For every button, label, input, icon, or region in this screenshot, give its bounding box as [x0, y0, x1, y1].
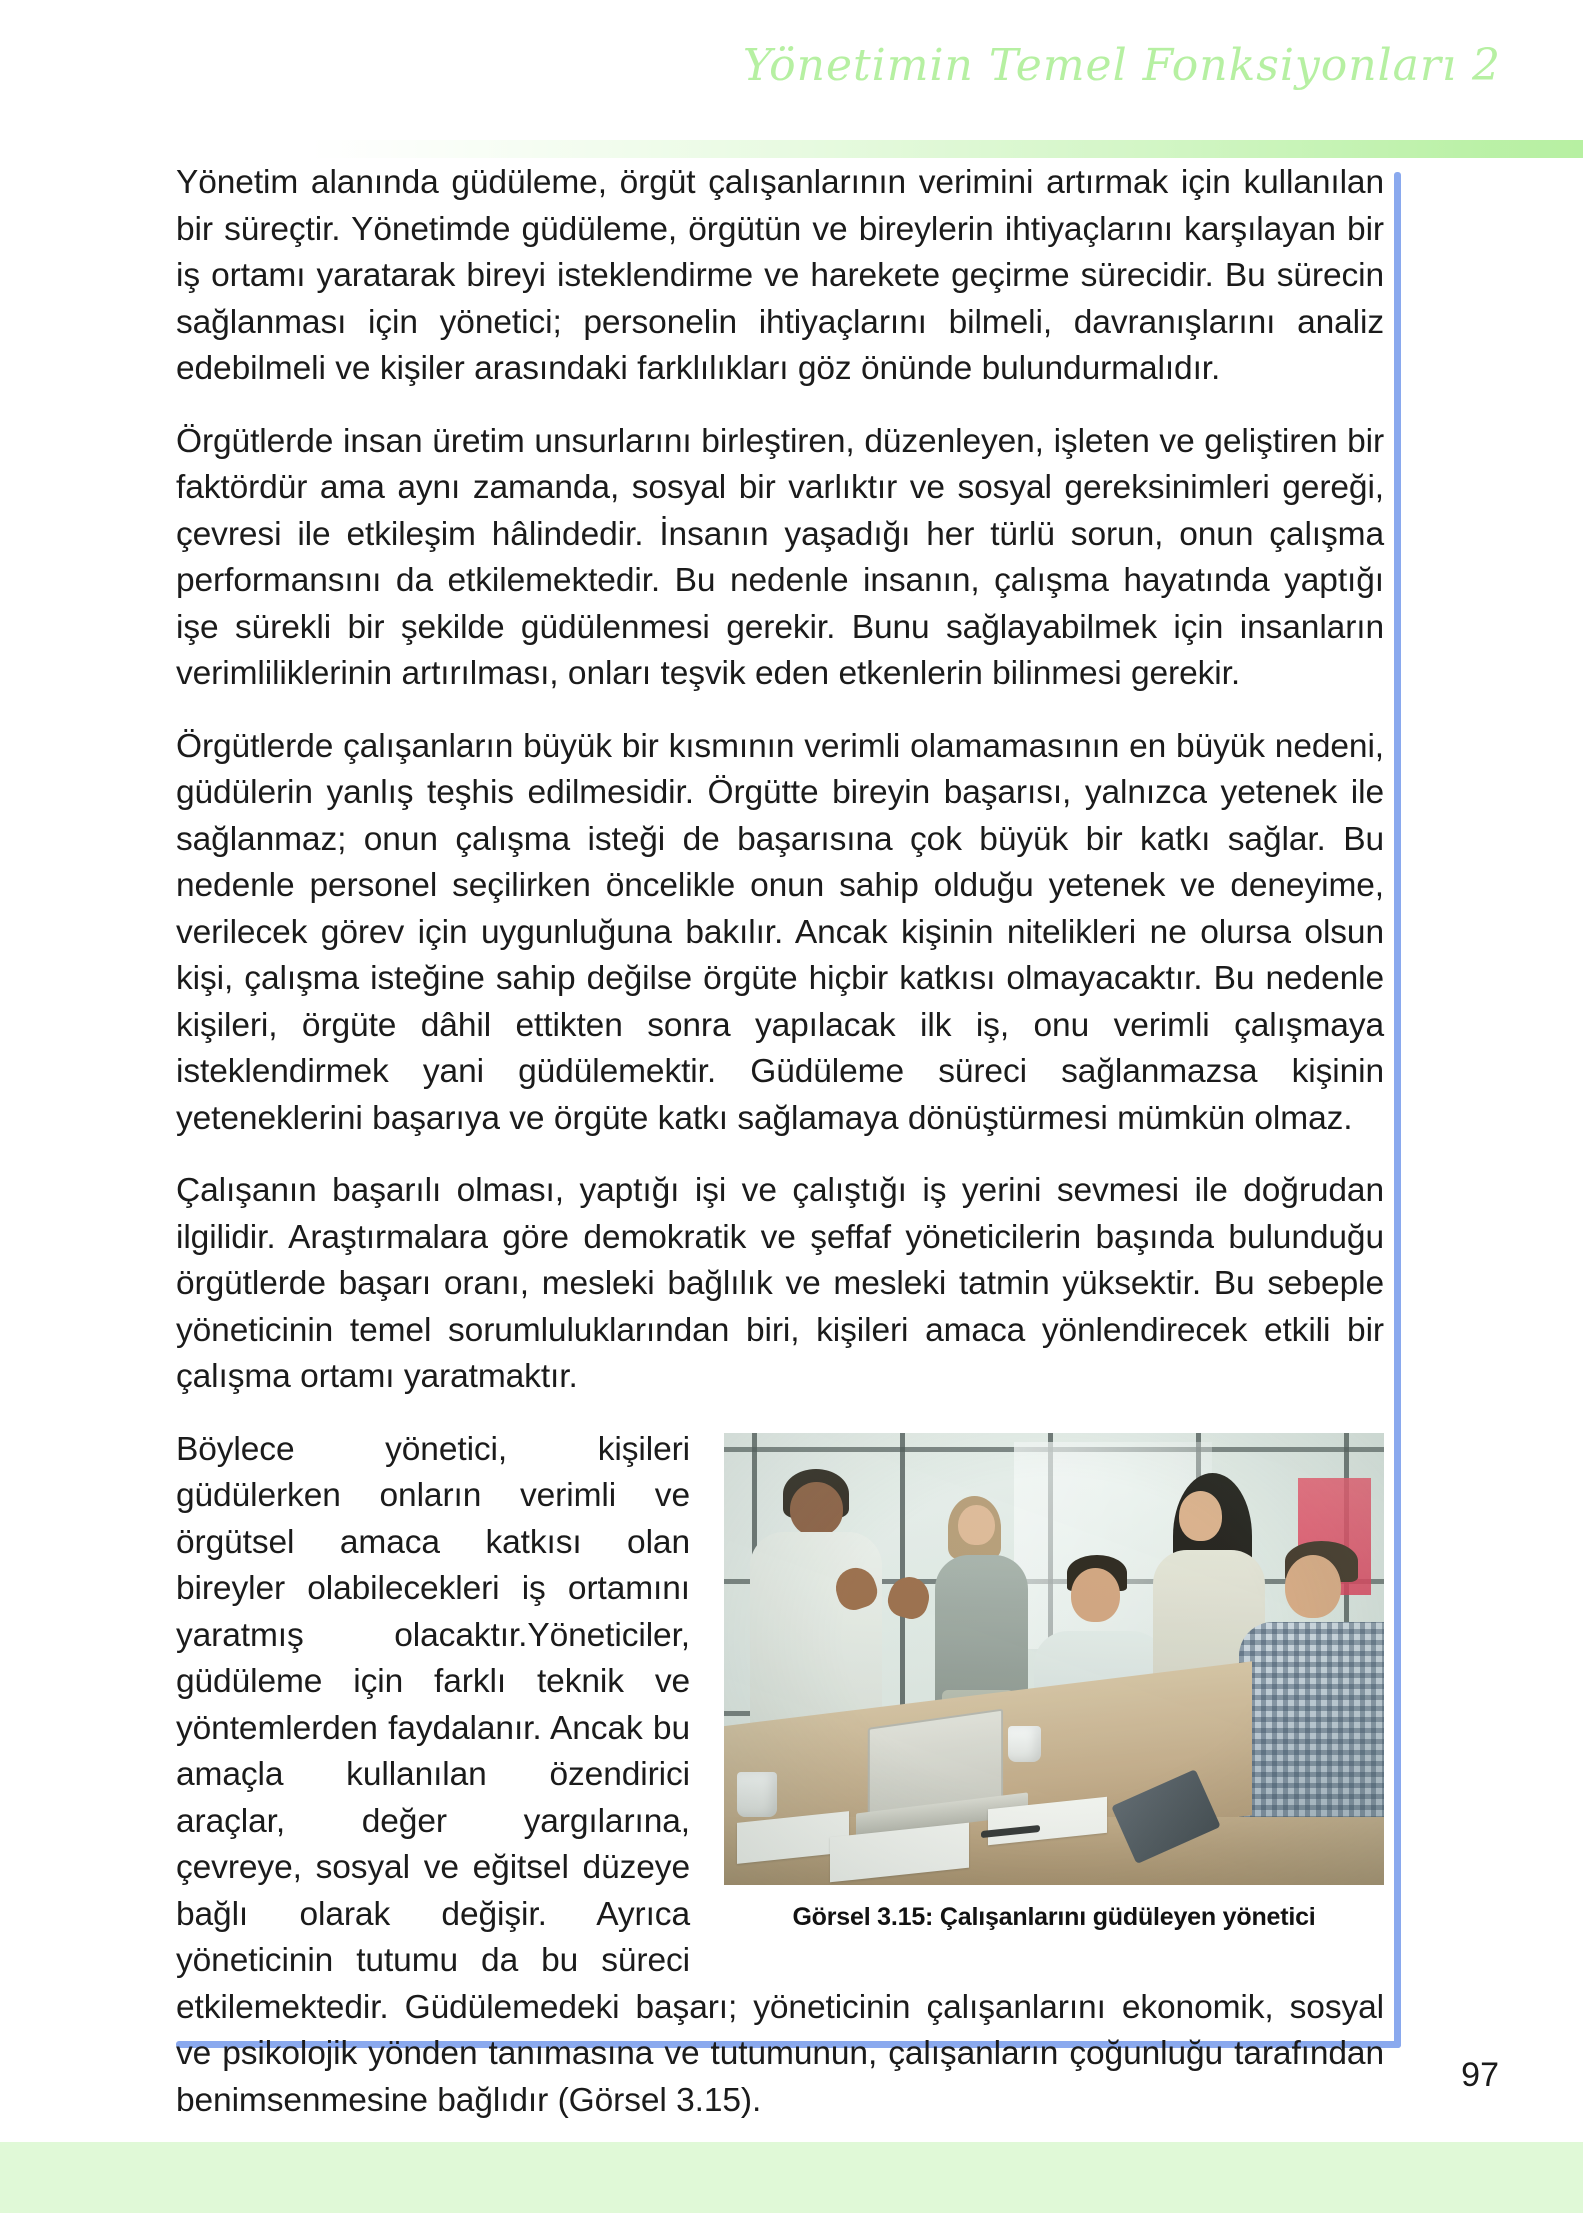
paragraph-2: Örgütlerde insan üretim unsurlarını birleştiren, düzenleyen, işleten ve geliştiren bir faktördür ama aynı zamanda, sosyal bir varlıktır ve sosyal gereksinimleri gereği, çevresi ile etkileşim hâlindedir. İnsanın yaşadığı her türlü sorun, onun çalışma performansını da etkilemektedir. Bu nedenle insanın, çalışma hayatında yaptığı işe sürekli bir şekilde güdülenmesi gerekir. Bunu sağlayabilmek için insanların verimliliklerinin artırılması, onları teşvik eden etkenlerin bilinmesi gerekir. [176, 422, 1384, 692]
page-number: 97 [1461, 2056, 1499, 2094]
footer-green-band [0, 2142, 1583, 2213]
figure-3-15 [724, 1433, 1384, 1933]
page-running-head: Yönetimin Temel Fonksiyonları 2 [742, 40, 1501, 91]
text-block-right-rule [1394, 172, 1401, 2048]
paragraph-wrap: Böylece yönetici, kişileri güdülerken onların verimli ve örgütsel amaca katkısı olan bireyler olabilecekleri iş ortamını yaratmış olacaktır.Yöneticiler, güdüleme için farklı teknik ve yöntemlerden faydalanır. Ancak bu amaçla kullanılan özendirici araçlar, değer yargılarına, çevreye, sosyal ve eğitsel düzeye bağlı olarak değişir. Ayrıca yöneticinin tutumu da bu süreci etkilemektedir. Güdülemedeki başarı; yöneticinin çalışanlarını ekonomik, sosyal ve psikolojik yönden tanımasına ve tutumunun, çalışanların çoğunluğu tarafından benimsenmesine bağlıdır (Görsel 3.15). [176, 1430, 1384, 2119]
text-column [176, 160, 1384, 2124]
figure-image [724, 1433, 1384, 1885]
figure-caption: Görsel 3.15: Çalışanlarını güdüleyen yönetici [792, 1902, 1316, 1931]
paragraph-3: Örgütlerde çalışanların büyük bir kısmının verimli olamamasının en büyük nedeni, güdülerin yanlış teşhis edilmesidir. Örgütte bireyin başarısı, yalnızca yetenek ile sağlanmaz; onun çalışma isteği de başarısına çok büyük bir katkı sağlar. Bu nedenle personel seçilirken öncelikle onun sahip olduğu yetenek ve deneyime, verilecek görev için uygunluğuna bakılır. Ancak kişinin nitelikleri ne olursa olsun kişi, çalışma isteğine sahip değilse örgüte hiçbir katkısı olmayacaktır. Bu nedenle kişileri, örgüte dâhil ettikten sonra yapılacak ilk iş, onu verimli çalışmaya isteklendirmek yani güdülemektir. Güdüleme süreci sağlanmazsa kişinin yeteneklerini başarıya ve örgüte katkı sağlamaya dönüştürmesi mümkün olmaz. [176, 727, 1384, 1137]
paragraph-4: Çalışanın başarılı olması, yaptığı işi ve çalıştığı iş yerini sevmesi ile doğrudan ilgilidir. Araştırmalara göre demokratik ve şeffaf yöneticilerin başında bulunduğu örgütlerde başarı oranı, mesleki bağlılık ve mesleki tatmin yüksektir. Bu sebeple yöneticinin temel sorumluluklarından biri, kişileri amaca yönlendirecek etkili bir çalışma ortamı yaratmaktır. [176, 1172, 1384, 1395]
photo-color-grade [724, 1433, 1384, 1885]
header-gradient-rule [310, 140, 1583, 158]
paragraph-1: Yönetim alanında güdüleme, örgüt çalışanlarının verimini artırmak için kullanılan bir süreçtir. Yönetimde güdüleme, örgütün ve bireylerin ihtiyaçlarını karşılayan bir iş ortamı yaratarak bireyi isteklendirme ve harekete geçirme sürecidir. Bu sürecin sağlanması için yönetici; personelin ihtiyaçlarını bilmeli, davranışlarını analiz edebilmeli ve kişiler arasındaki farklılıkları göz önünde bulundurmalıdır. [176, 164, 1384, 387]
